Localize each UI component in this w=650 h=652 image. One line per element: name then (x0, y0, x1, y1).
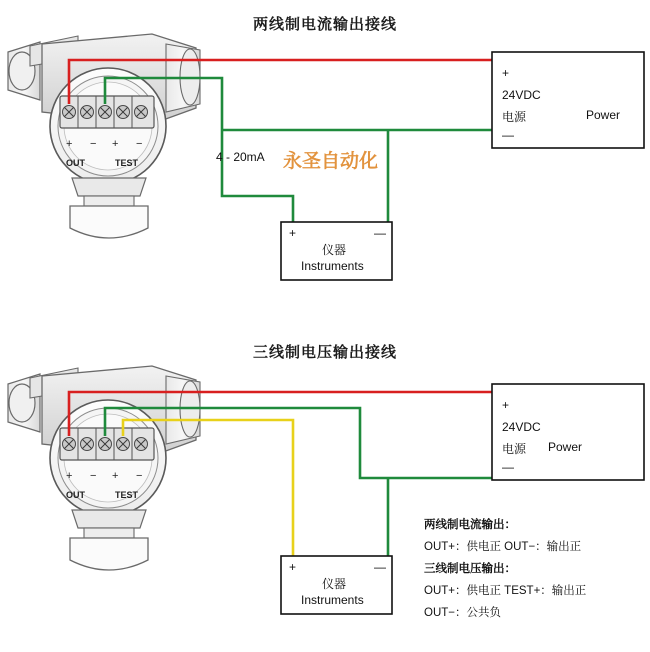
power-box-name-en-top: Power (586, 108, 621, 122)
terminal-label-out-bottom: OUT (66, 490, 85, 500)
power-box-plus-bottom: + (502, 398, 510, 412)
legend-line-4: OUT−：公共负 (424, 607, 501, 619)
watermark-text: 永圣自动化 (283, 151, 379, 172)
legend-block (424, 514, 586, 624)
transmitter-device-top (8, 34, 200, 238)
power-box-voltage-top: 24VDC (502, 88, 541, 102)
transmitter-device-bottom (8, 366, 200, 570)
terminal-label-test-top: TEST (115, 158, 139, 168)
power-box-minus-bottom: — (502, 460, 514, 474)
legend-line-2: 三线制电压输出： (424, 563, 516, 575)
instrument-box-name-en-top: Instruments (301, 259, 364, 273)
legend-line-1: OUT+：供电正 OUT−：输出正 (424, 541, 582, 553)
power-box-name-en-bottom: Power (548, 440, 583, 454)
terminal-label-minus2-bottom: − (136, 470, 143, 482)
terminal-label-minus2-top: − (136, 138, 143, 150)
instrument-box-minus-bottom: — (374, 560, 386, 574)
diagram-title-top: 两线制电流输出接线 (252, 16, 397, 33)
terminal-label-plus2-top: + (112, 138, 119, 150)
power-box-plus-top: + (502, 66, 510, 80)
terminal-label-minus-top: − (90, 138, 97, 150)
legend-line-0: 两线制电流输出： (424, 519, 516, 531)
instrument-box-plus-top: + (289, 226, 297, 240)
terminal-label-plus2-bottom: + (112, 470, 119, 482)
instrument-box-name-cn-top: 仪器 (322, 243, 347, 257)
instrument-box-name-en-bottom: Instruments (301, 593, 364, 607)
diagram-title-bottom: 三线制电压输出接线 (252, 344, 397, 361)
power-box-name-cn-bottom: 电源 (502, 442, 527, 456)
terminal-label-test-bottom: TEST (115, 490, 139, 500)
terminal-label-minus-bottom: − (90, 470, 97, 482)
terminal-label-plus-top: + (66, 138, 73, 150)
power-box-minus-top: — (502, 128, 514, 142)
terminal-label-out-top: OUT (66, 158, 85, 168)
power-box-name-cn-top: 电源 (502, 110, 527, 124)
instrument-box-plus-bottom: + (289, 560, 297, 574)
current-range-label: 4 - 20mA (216, 150, 265, 164)
power-box-voltage-bottom: 24VDC (502, 420, 541, 434)
terminal-label-plus-bottom: + (66, 470, 73, 482)
instrument-box-minus-top: — (374, 226, 386, 240)
legend-line-3: OUT+：供电正 TEST+：输出正 (424, 585, 587, 597)
instrument-box-name-cn-bottom: 仪器 (322, 577, 347, 591)
